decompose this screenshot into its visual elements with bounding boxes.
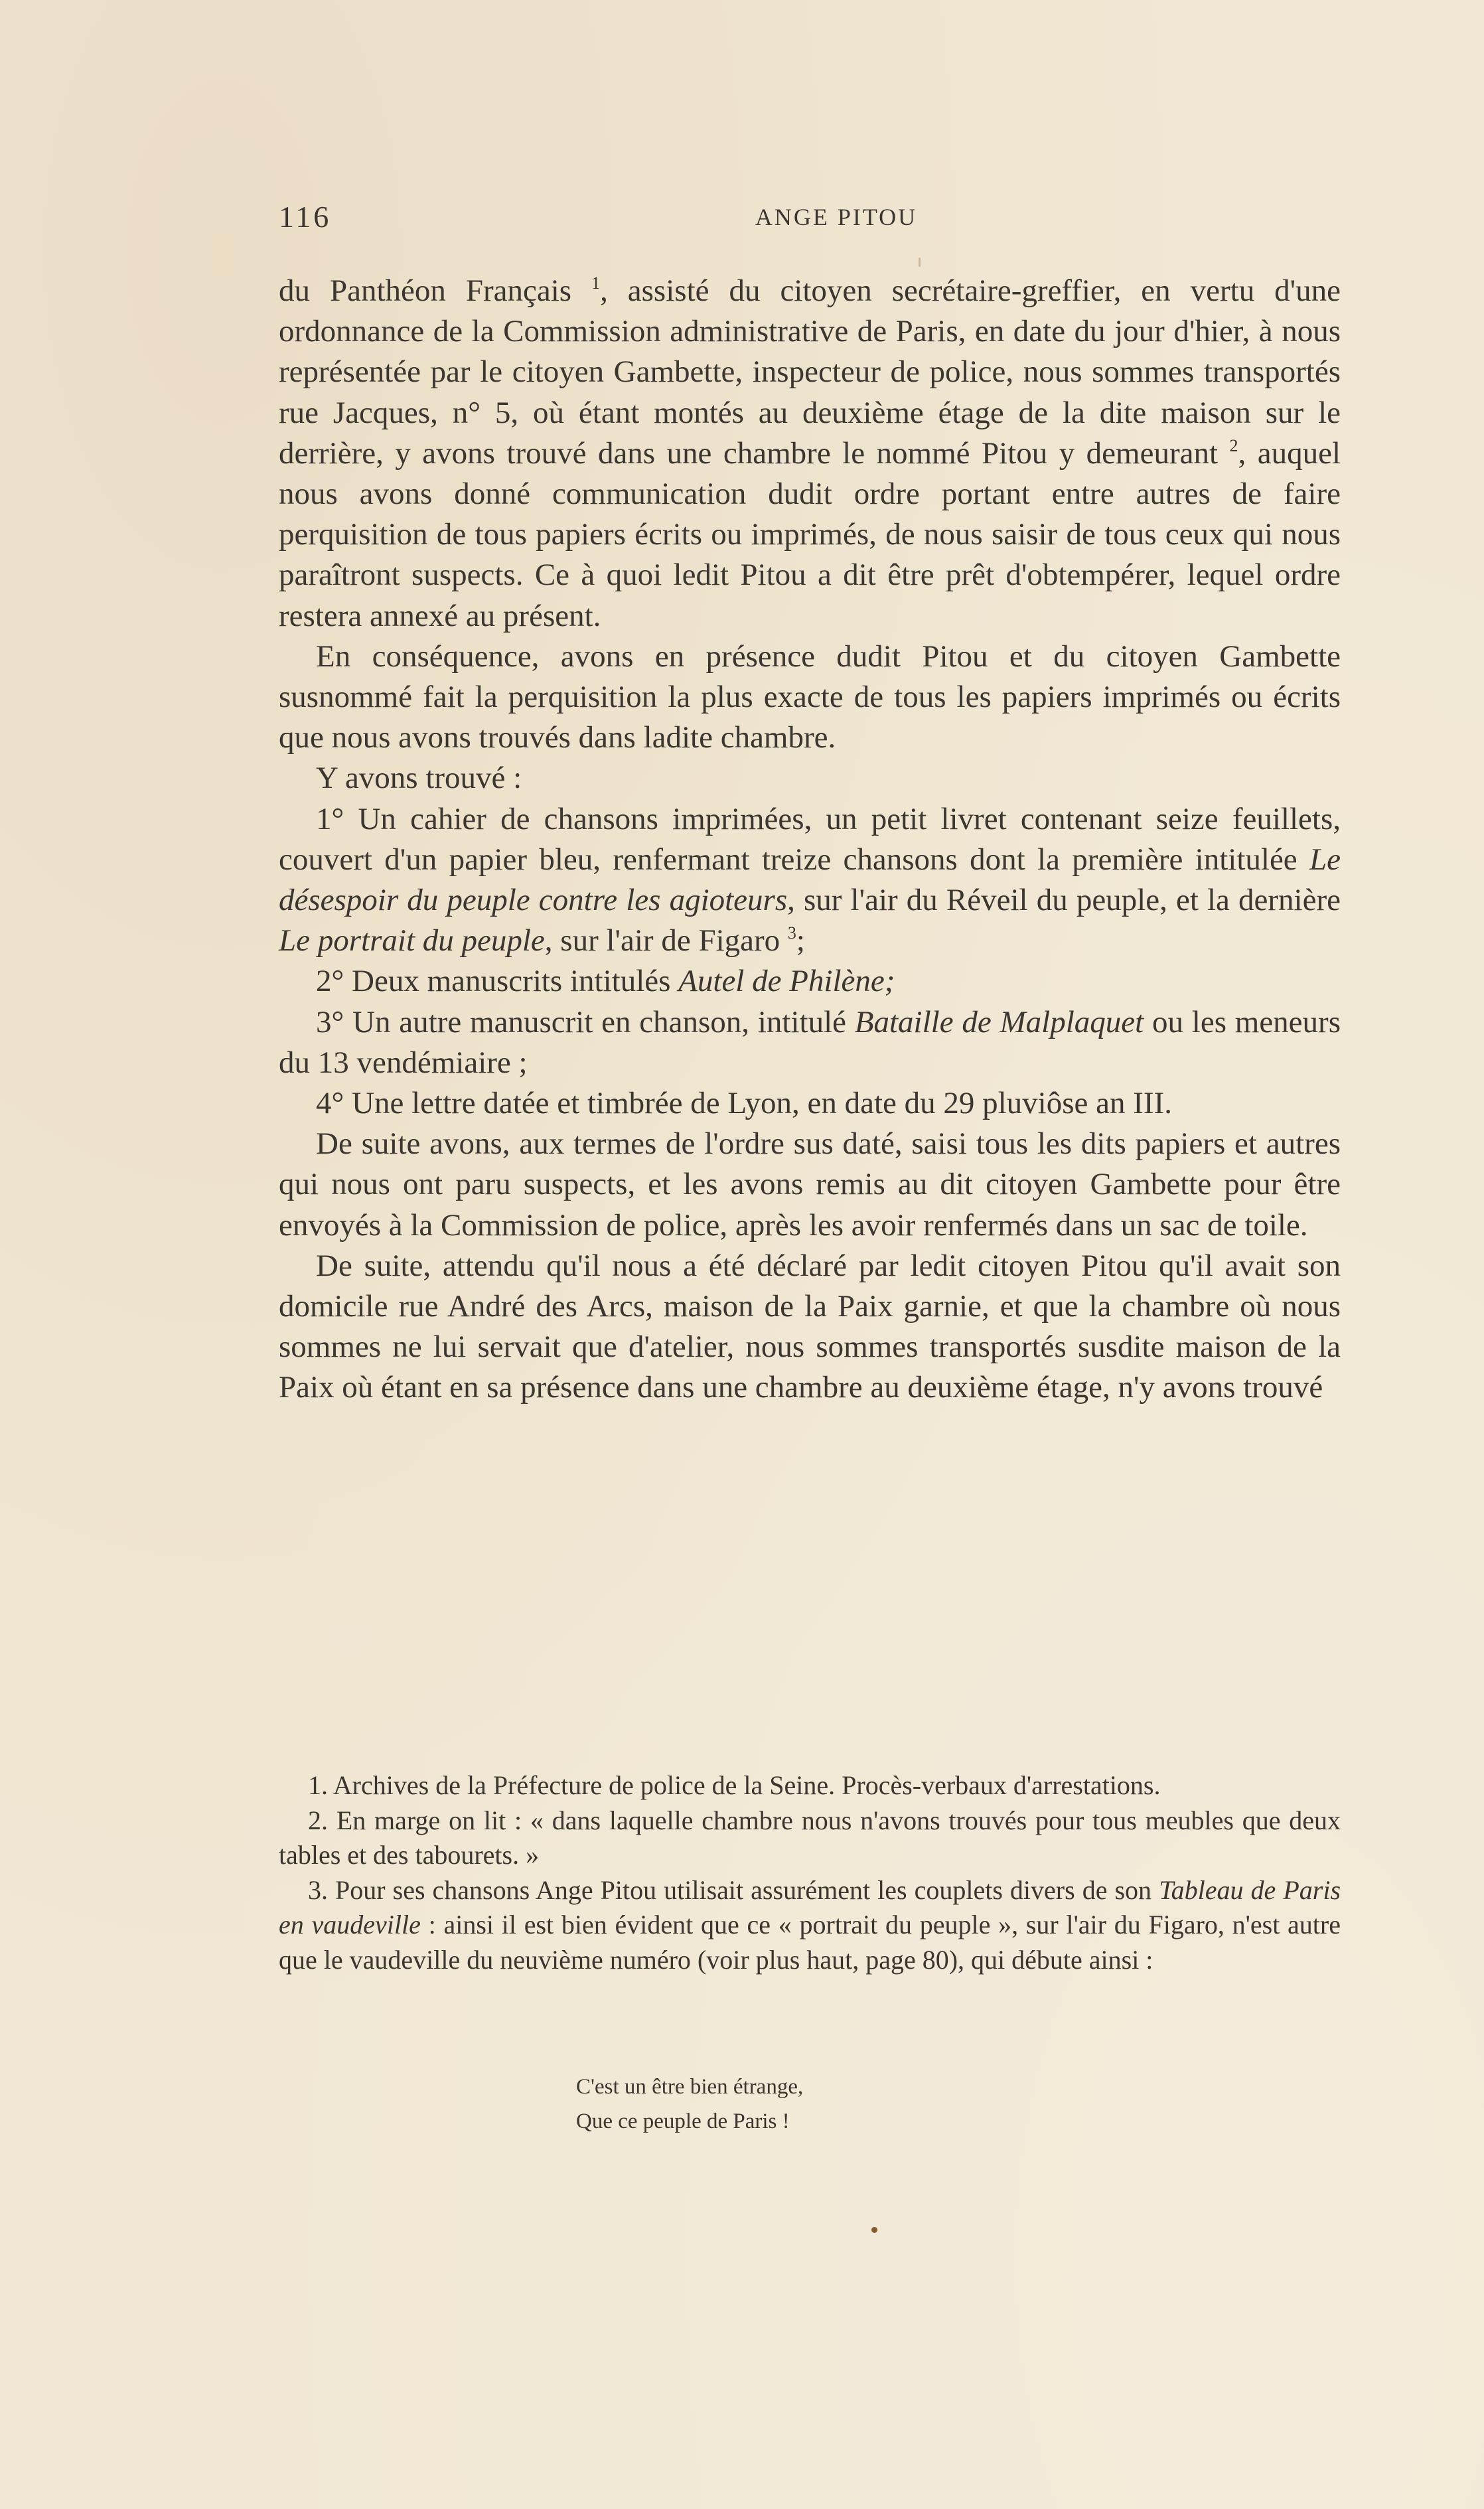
paper-speck: [871, 2227, 877, 2233]
manuscript-title: Bataille de Malplaquet: [854, 1004, 1144, 1039]
running-title: ANGE PITOU: [755, 204, 918, 230]
song-title: Le portrait du peuple: [279, 923, 545, 958]
footnote-number: 3.: [308, 1874, 328, 1905]
footnote-3: 3. Pour ses chansons Ange Pitou utilisait assurément les couplets divers de son Tableau de Paris en vaudeville : ainsi il est bien évident que ce « portrait du peuple », sur l'air du Figaro, n'est autre que le vaudeville du neuvième numéro (voir plus haut, page 80), qui débute ainsi :: [279, 1874, 1341, 1975]
song-title: Le désespoir du peuple contre les agioteurs: [279, 842, 1341, 918]
footnote-2: 2. En marge on lit : « dans laquelle chambre nous n'avons trouvés pour tous meubles que deux tables et des tabourets. »: [279, 1805, 1341, 1870]
list-item-4: 4° Une lettre datée et timbrée de Lyon, en date du 29 pluviôse an III.: [316, 1086, 1172, 1121]
paragraph-1: du Panthéon Français $^1$, assisté du citoyen secrétaire-greffier, en vertu d'une ordonnance de la Commission administrative de Paris, en date du jour d'hier, à nous représentée par le citoyen Gambette, inspecteur de police, nous sommes transportés rue Jacques, n° 5, où étant montés au deuxième étage de la dite maison sur le derrière, y avons trouvé dans une chambre le nommé Pitou y demeurant $^2$, auquel nous avons donné communication dudit ordre portant entre autres de faire perquisition de tous papiers écrits ou imprimés, de nous saisir de tous ceux qui nous paraîtront suspects. Ce à quoi ledit Pitou a dit être prêt d'obtempérer, lequel ordre restera annexé au présent.: [279, 273, 1341, 633]
page-number: 116: [279, 200, 332, 234]
paragraph-seizure: De suite avons, aux termes de l'ordre sus daté, saisi tous les dits papiers et autres qui nous ont paru suspects, et les avons remis au dit citoyen Gambette pour être envoyés à la Commission de police, après les avoir renfermés dans un sac de toile.: [279, 1126, 1341, 1243]
manuscript-title: Autel de Philène;: [678, 964, 895, 999]
list-item-3: 3° Un autre manuscrit en chanson, intitulé Bataille de Malplaquet ou les meneurs du 13 vendémiaire ;: [279, 1004, 1341, 1080]
footnote-ref-3[interactable]: 3: [787, 923, 796, 943]
work-title: Tableau de Paris en vaudeville: [279, 1874, 1341, 1939]
footnote-number: 1.: [308, 1770, 328, 1800]
paragraph-3: Y avons trouvé :: [316, 761, 522, 796]
list-item-1: 1° Un cahier de chansons imprimées, un petit livret contenant seize feuillets, couvert d'un papier bleu, renfermant treize chansons dont la première intitulée Le désespoir du peuple contre les agioteurs, sur l'air du Réveil du peuple, et la dernière Le portrait du peuple, sur l'air de Figaro $^3$;: [279, 801, 1341, 958]
verse-line-2: Que ce peuple de Paris !: [576, 2109, 790, 2133]
paragraph-2: En conséquence, avons en présence dudit Pitou et du citoyen Gambette susnommé fait la perquisition la plus exacte de tous les papiers imprimés ou écrits que nous avons trouvés dans ladite chambre.: [279, 639, 1341, 755]
list-item-2: 2° Deux manuscrits intitulés Autel de Philène;: [316, 964, 895, 999]
verse-quote: [576, 2070, 803, 2139]
footnote-1: 1. Archives de la Préfecture de police de la Seine. Procès-verbaux d'arrestations.: [308, 1770, 1161, 1800]
running-head: [279, 199, 1341, 239]
body-text: [279, 271, 1341, 1408]
footnote-number: 2.: [308, 1805, 328, 1835]
paragraph-domicile: De suite, attendu qu'il nous a été déclaré par ledit citoyen Pitou qu'il avait son domicile rue André des Arcs, maison de la Paix garnie, et que la chambre où nous sommes ne lui servait que d'atelier, nous sommes transportés susdite maison de la Paix où étant en sa présence dans une chambre au deuxième étage, n'y avons trouvé: [279, 1248, 1341, 1405]
verse-line-1: C'est un être bien étrange,: [576, 2075, 804, 2099]
footnotes: [279, 1768, 1341, 1977]
paper-speck: [919, 258, 921, 267]
footnote-ref-1[interactable]: 1: [591, 273, 601, 293]
footnote-ref-2[interactable]: 2: [1229, 435, 1238, 455]
